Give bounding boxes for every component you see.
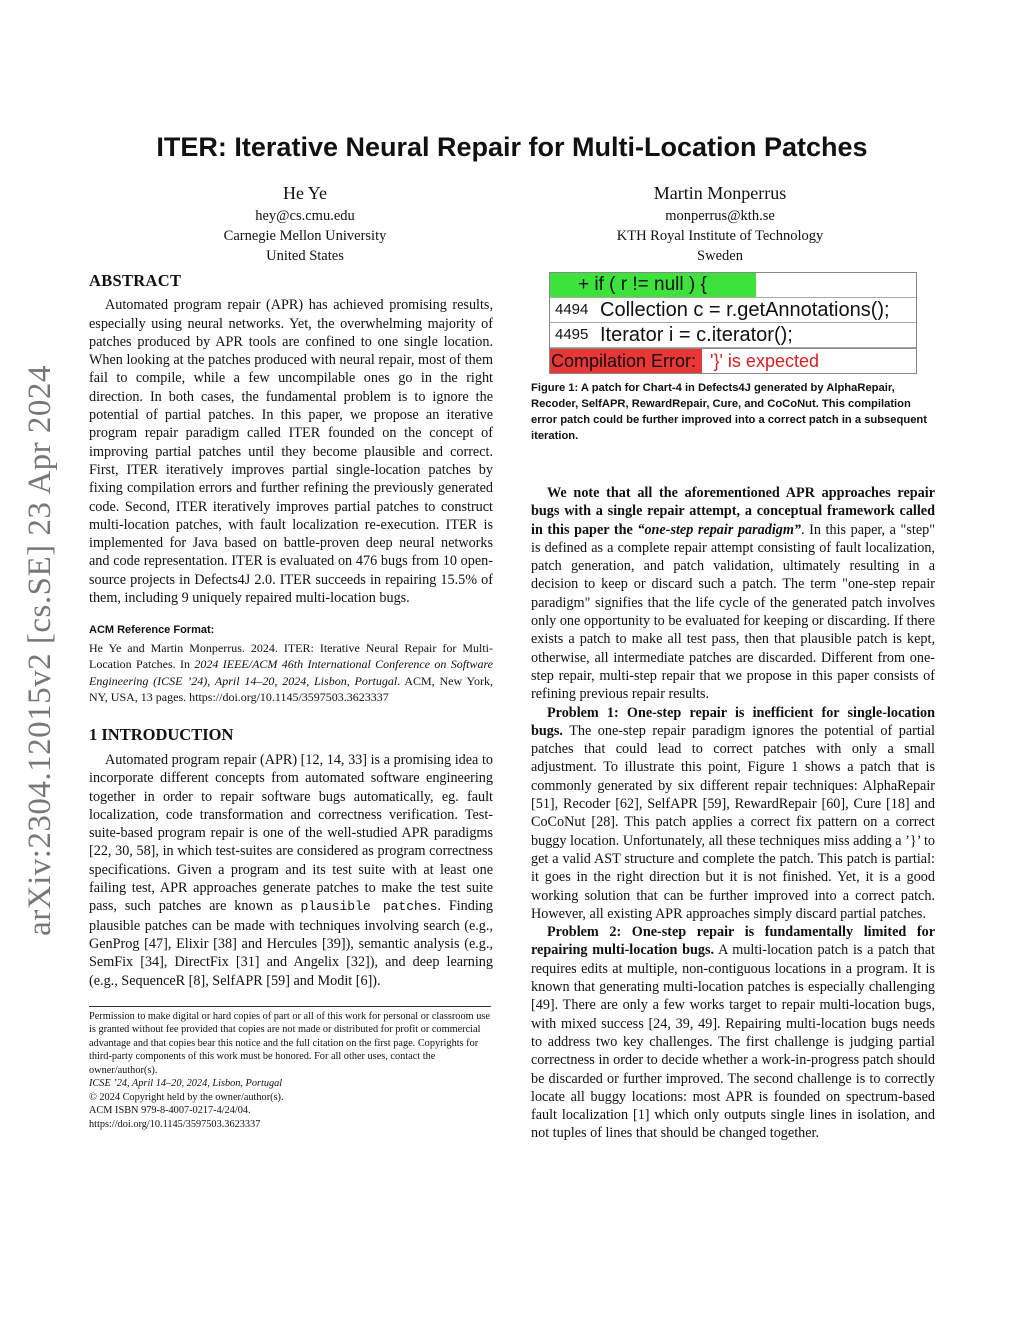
right-column [531,272,935,1143]
figure-caption: Figure 1: A patch for Chart-4 in Defects4J generated by AlphaRepair, Recoder, SelfAPR, RewardRepair, Cure, and CoCoNut. This compilation error patch could be further improved into a correct patch in a subsequent iteration. [531,382,927,442]
footnote-isbn: ACM ISBN 979-8-4007-0217-4/24/04. [89,1105,251,1117]
paragraph-problem-2: Problem 2: One-step repair is fundamentally limited for repairing multi-location bugs. A multi-location patch is a patch that requires edits at multiple, non-contiguous locations in a program. It is known that generating multi-location patches is especially challenging [49]. There are only a few works target to repair multi-location bugs, with mixed success [24, 39, 49]. Repairing multi-location bugs needs to address two key challenges. The first challenge is judging partial correctness in order to decide whether a work-in-progress patch should be discarded or further improved. The second challenge is to correctly locate all buggy locations: most APR is founded on spectrum-based fault localization [1] which only outputs single lines in isolation, and not tuples of lines that should be changed together. [531,924,935,1142]
author-name: Martin Monperrus [653,183,787,203]
paragraph-problem-1: Problem 1: One-step repair is inefficient for single-location bugs. The one-step repair paradigm ignores the potential of partial patches that could lead to correct patches with only a small adjustment. To illustrate this point, Figure 1 shows a patch that is commonly generated by six different repair techniques: AlphaRepair [51], Recoder [62], SelfAPR [59], RewardRepair [60], Cure [18] and CoCoNut [28]. This patch applies a correct fix pattern on a correct buggy location. Unfortunately, all these techniques miss adding a ’}’ to get a valid AST structure and complete the patch. This patch is partial: it goes in the right direction but it is not finished. Yet, it is a good working solution that can be further improved into a correct patch. However, all existing APR approaches simply discard partial patches. [531,704,935,922]
footnote-copyright: © 2024 Copyright held by the owner/author(s). [89,1091,284,1103]
intro-paragraph: Automated program repair (APR) [12, 14, 33] is a promising idea to incorporate different concepts from automated software engineering together in order to repair software bugs automatically, eg. fault localization, code transformation and correctness verification. Test-suite-based program repair is one of the well-studied APR paradigms [22, 30, 58], in which test-suites are considered as program correctness specifications. Given a program and its test suite with at least one failing test, APR approaches generate patches to make the test suite pass, such patches are known as plausible patches. Finding plausible patches can be made with techniques involving search (e.g., GenProg [47], Elixir [38] and Hercules [39]), semantic analysis (e.g., SemFix [34], DirectFix [31] and Angelix [32]), and deep learning (e.g., SequenceR [8], SelfAPR [59] and Modit [6]). [89,751,493,989]
abstract-heading: ABSTRACT [89,271,182,290]
footnote-divider [89,1006,491,1007]
author-affiliation: KTH Royal Institute of Technology [616,228,824,244]
acm-reference-heading: ACM Reference Format: [89,624,215,637]
footnote-conference: ICSE ’24, April 14–20, 2024, Lisbon, Portugal [89,1078,283,1090]
author-block-1 [150,180,460,266]
author-country: Sweden [697,248,743,264]
arxiv-watermark: arXiv:2304.12015v2 [cs.SE] 23 Apr 2024 [21,364,58,936]
paragraph-one-step: We note that all the aforementioned APR approaches repair bugs with a single repair attempt, a conceptual framework called in this paper the “one-step repair paradigm”. In this paper, a "step" is defined as a complete repair attempt consisting of fault localization, patch generation, and patch validation, ultimately resulting in a decision to keep or discard such a patch. The term "one-step repair paradigm" signifies that the life cycle of the generated patch involves only one opportunity to be evaluated for keeping or discarding. If there exists a patch to make all test pass, then that plausible patch is kept, otherwise, all intermediate patches are discarded. Different from one-step repair, multi-step repair that we propose in this paper consists of refining previous repair results. [531,485,935,703]
author-email: hey@cs.cmu.edu [255,208,355,224]
code-text: Iterator i = c.iterator(); [600,323,793,346]
author-country: United States [266,248,344,264]
author-name: He Ye [282,183,327,203]
footnote-doi: https://doi.org/10.1145/3597503.3623337 [89,1118,261,1130]
line-number: 4495 [555,325,589,343]
acm-reference-text: He Ye and Martin Monperrus. 2024. ITER: Iterative Neural Repair for Multi-Location Patches. In 2024 IEEE/ACM 46th International Conference on Software Engineering (ICSE ’24), April 14–20, 2024, Lisbon, Portugal. ACM, New York, NY, USA, 13 pages. https://doi.org/10.1145/3597503.3623337 [89,640,493,705]
left-column [89,272,493,1131]
error-label: Compilation Error: [550,349,702,373]
line-number: 4494 [555,300,589,318]
author-affiliation: Carnegie Mellon University [223,228,387,244]
added-code-line [550,273,916,298]
code-line [550,298,916,323]
abstract-text: Automated program repair (APR) has achieved promising results, especially using neural networks. Yet, the overwhelming majority of patches produced by APR tools are confined to one single location. When looking at the patches produced with neural repair, most of them fail to compile, while a few uncompilable ones go in the right direction. In both cases, the fundamental problem is to ignore the potential of partial patches. In this paper, we propose an iterative program repair paradigm called ITER founded on the concept of improving partial patches until they become plausible and correct. First, ITER iteratively improves partial single-location patches by fixing compilation errors and further refining the previously generated code. Second, ITER iteratively improves partial patches to construct multi-location patches, with fault localization re-execution. ITER is implemented for Java based on battle-proven deep neural networks and code representation. ITER is evaluated on 476 bugs from 10 open-source projects in Defects4J 2.0. ITER succeeds in repairing 15.5% of them, including 9 uniquely repaired multi-location bugs. [89,297,493,607]
paper-title: ITER: Iterative Neural Repair for Multi-Location Patches [156,132,868,162]
author-email: monperrus@kth.se [665,208,775,224]
section-heading-introduction: 1 INTRODUCTION [89,724,234,744]
added-line-highlight: + if ( r != null ) { [550,273,756,297]
footnote-permission: Permission to make digital or hard copies of part or all of this work for personal or classroom use is granted without fee provided that copies are not made or distributed for profit or commercial advantage and that copies bear this notice and the full citation on the first page. Copyrights for third-party components of this work must be honored. For all other uses, contact the owner/author(s). [89,1010,490,1076]
code-text: Collection c = r.getAnnotations(); [600,298,890,321]
compilation-error-row [550,348,916,373]
code-line [550,323,916,348]
figure-1-code-patch [549,272,917,374]
error-message: '}' is expected [710,350,819,371]
author-block-2 [565,180,875,266]
